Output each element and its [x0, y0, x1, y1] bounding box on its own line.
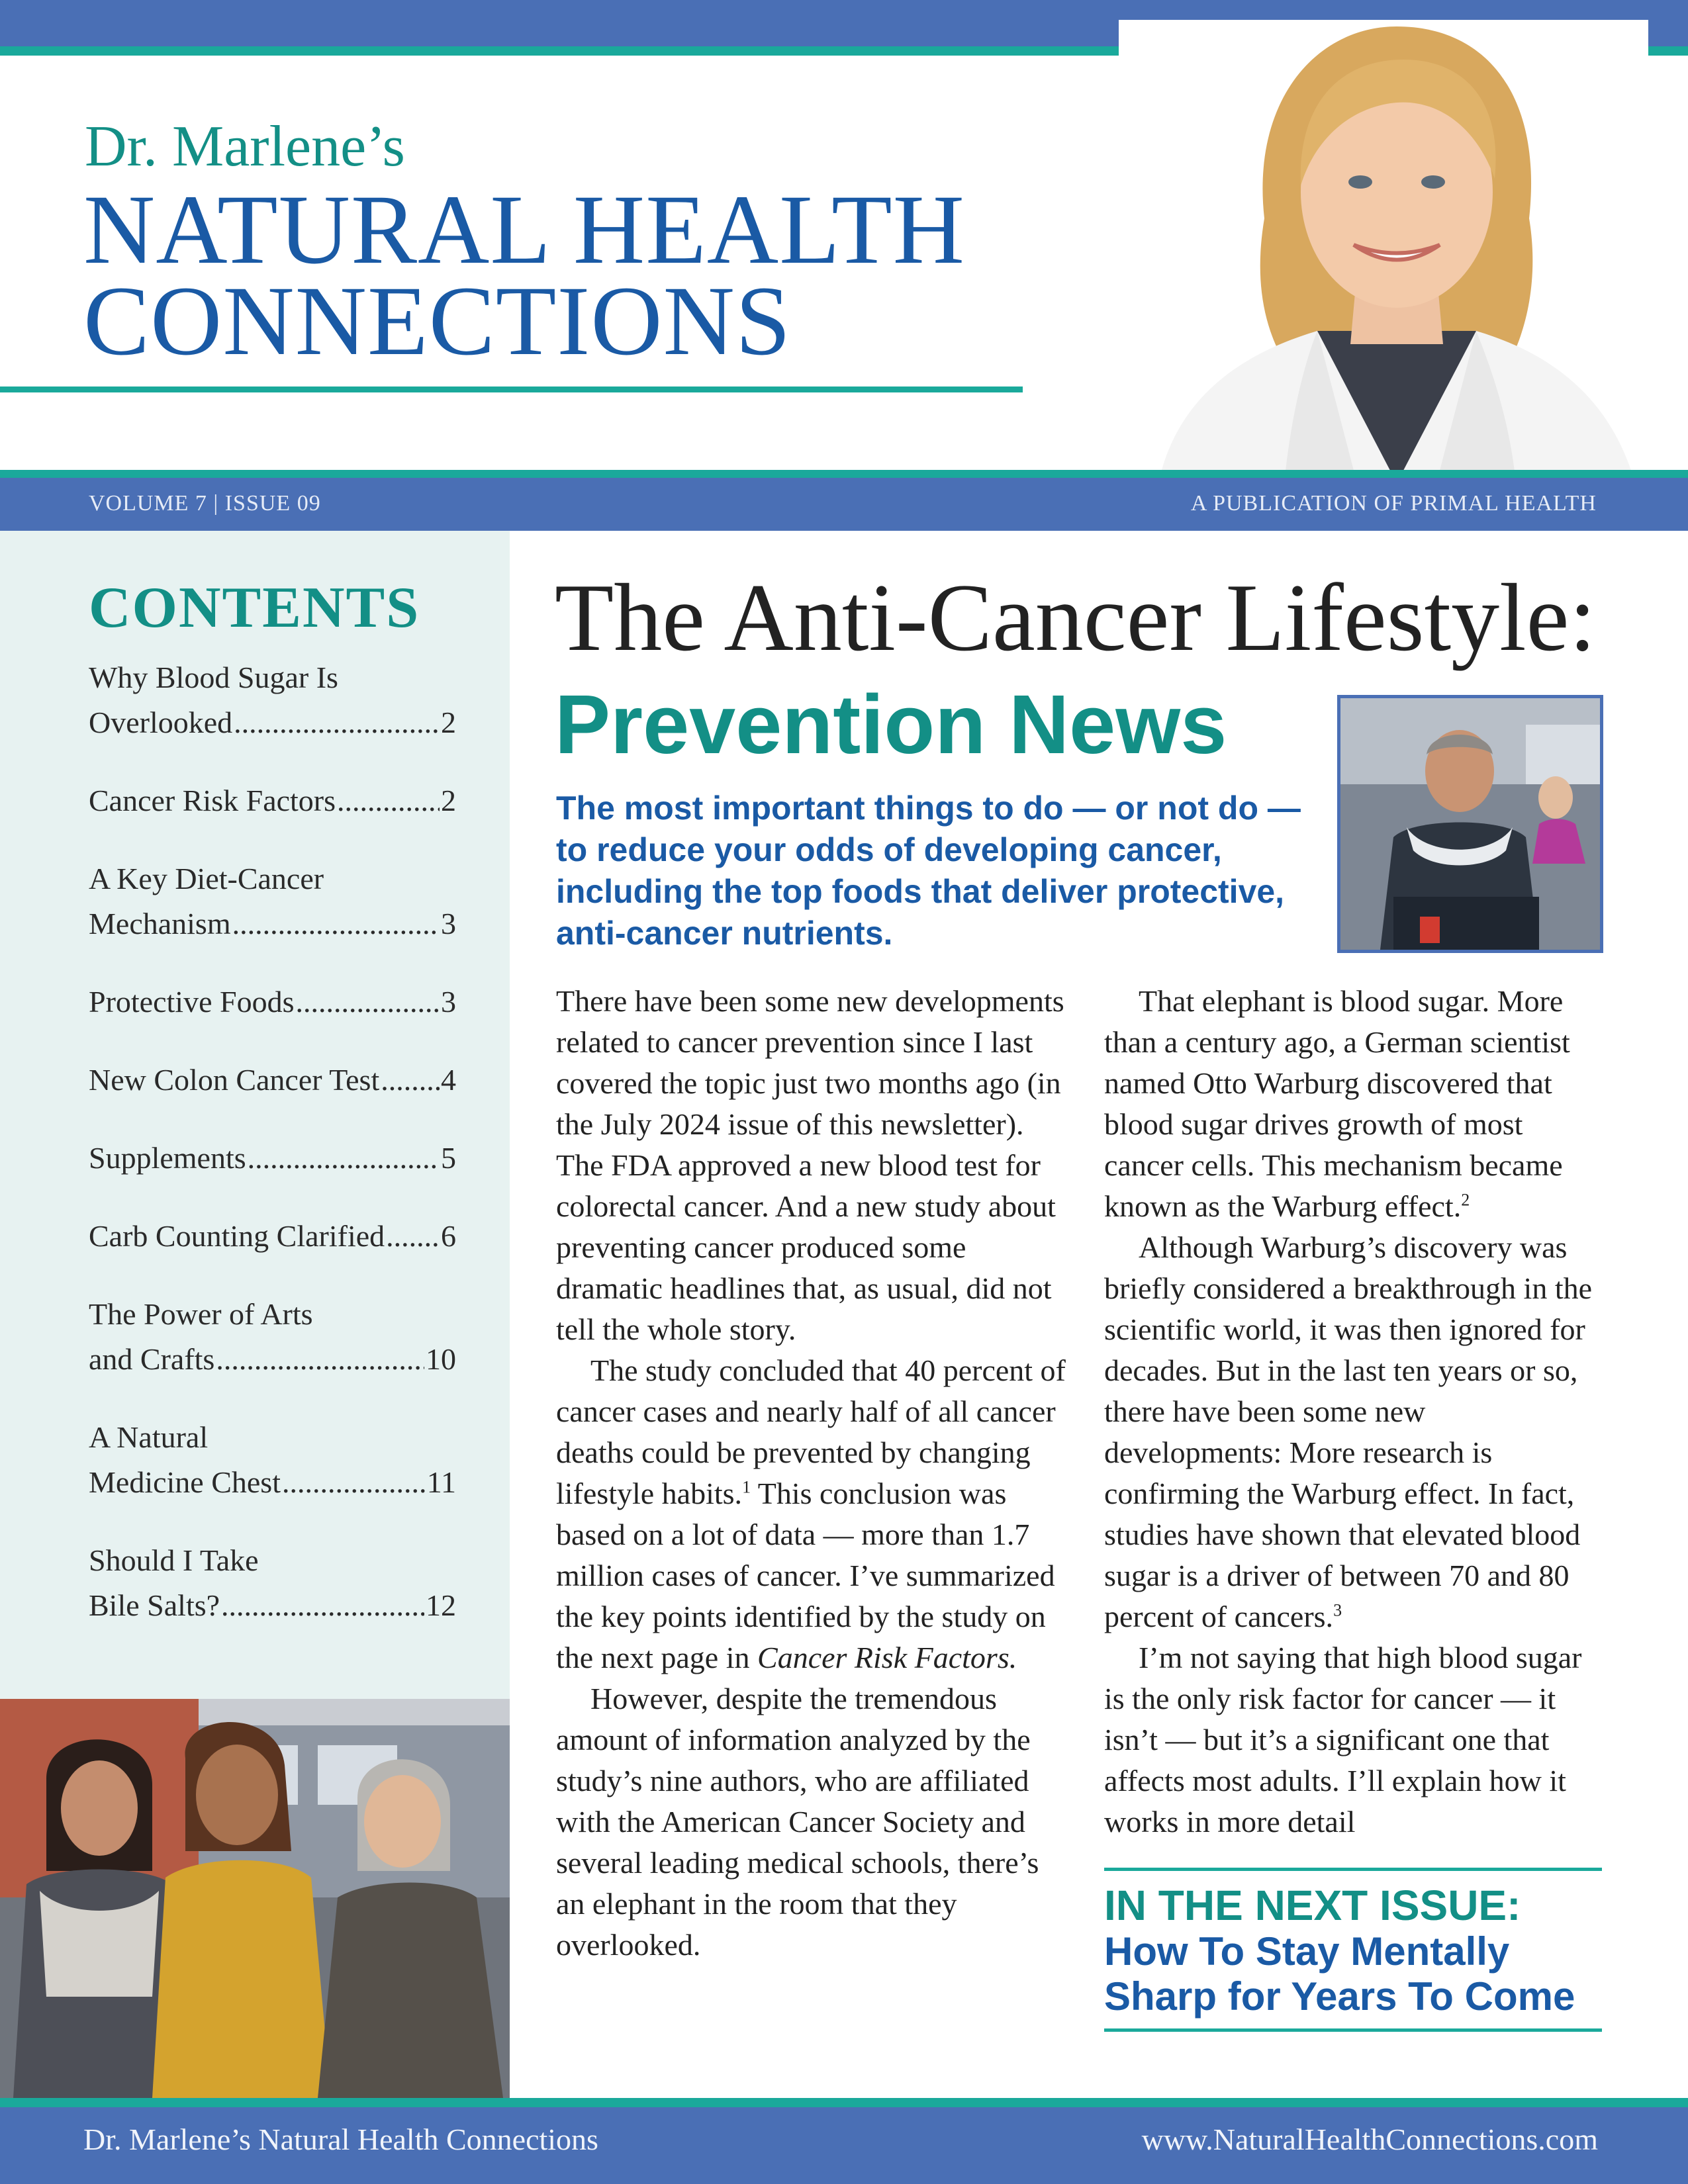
toc-item[interactable] — [89, 655, 456, 745]
toc-item-title: Mechanism — [89, 907, 231, 940]
toc-item-page: 11 — [426, 1465, 456, 1499]
toc-item-title: Protective Foods — [89, 985, 295, 1019]
toc-item-page: 2 — [441, 705, 456, 739]
footnote-marker: 1 — [742, 1477, 751, 1497]
article-paragraph — [556, 1350, 1066, 1678]
toc-item-title: Medicine Chest — [89, 1465, 281, 1499]
toc-item[interactable] — [89, 1292, 456, 1382]
toc-item[interactable] — [89, 1136, 456, 1181]
next-issue-heading: IN THE NEXT ISSUE: — [1104, 1882, 1521, 1929]
toc-leader-dots — [234, 700, 440, 745]
toc-item-page: 4 — [441, 1063, 456, 1097]
toc-item-page: 6 — [441, 1219, 456, 1253]
article-column-1 — [556, 981, 1066, 1966]
toc-item-title: and Crafts — [89, 1342, 215, 1376]
masthead-title-line1: NATURAL HEALTH — [83, 175, 965, 285]
toc-item[interactable] — [89, 778, 456, 823]
masthead-title-line2: CONNECTIONS — [83, 266, 792, 376]
footer-website-link[interactable]: www.NaturalHealthConnections.com — [1141, 2122, 1598, 2156]
footnote-marker: 3 — [1333, 1600, 1342, 1620]
footer-accent-line — [0, 2098, 1688, 2107]
volume-accent-line — [0, 470, 1688, 478]
toc-leader-dots — [248, 1136, 440, 1181]
article-subheadline: Prevention News — [555, 678, 1227, 771]
article-column-2 — [1104, 981, 1609, 1843]
toc-item-page: 5 — [441, 1141, 456, 1175]
paragraph-text: This conclusion was based on a lot of data — more than 1.7 million cases of cancer. I’ve summarized the key points identified by the study on the next page in — [556, 1477, 1055, 1674]
toc-item-title: Bile Salts? — [89, 1588, 220, 1622]
toc-item-line1: Should I Take — [89, 1543, 259, 1577]
toc-leader-dots — [337, 778, 440, 823]
masthead-subtitle: Dr. Marlene’s — [85, 114, 405, 179]
toc-item-title: New Colon Cancer Test — [89, 1063, 380, 1097]
toc-item[interactable] — [89, 979, 456, 1024]
toc-item[interactable] — [89, 1058, 456, 1103]
paragraph-text: That elephant is blood sugar. More than a century ago, a German scientist named Otto Warburg discovered that blood sugar drives growth of most cancer cells. This mechanism became known as the Warburg effect. — [1104, 984, 1570, 1223]
article-paragraph — [1104, 981, 1609, 1227]
article-deck: The most important things to do — or not do — to reduce your odds of developing cancer, including the top foods that deliver protective, anti-cancer nutrients. — [556, 790, 1301, 952]
gym-man-photo — [1337, 695, 1603, 953]
article-paragraph: There have been some new developments related to cancer prevention since I last covered the topic just two months ago (in the July 2024 issue of this newsletter). The FDA approved a new blood test for colorectal cancer. And a new study about preventing cancer produced some dramatic headlines that, as usual, did not tell the whole story. — [556, 984, 1064, 1346]
footer-publication-name: Dr. Marlene’s Natural Health Connections — [83, 2122, 598, 2156]
toc-leader-dots — [381, 1058, 440, 1103]
toc-item-page: 3 — [441, 907, 456, 940]
table-of-contents — [89, 655, 456, 1661]
toc-item-line1: Why Blood Sugar Is — [89, 660, 338, 694]
next-issue-box — [1104, 1868, 1602, 2032]
paragraph-text: Although Warburg’s discovery was briefly considered a breakthrough in the scientific world, it was then ignored for decades. But in the last ten years or so, there have been some new developments: More research is confirming the Warburg effect. In fact, studies have shown that elevated blood sugar is a driver of between 70 and 80 percent of cancers. — [1104, 1230, 1593, 1633]
toc-item-title: Cancer Risk Factors — [89, 784, 336, 817]
toc-item-page: 10 — [426, 1342, 456, 1376]
toc-item-line1: A Key Diet-Cancer — [89, 862, 324, 895]
author-portrait — [1119, 20, 1648, 483]
toc-item[interactable] — [89, 856, 456, 946]
masthead-title — [83, 175, 965, 376]
toc-leader-dots — [221, 1583, 424, 1628]
masthead-rule — [0, 387, 1023, 392]
contents-heading: CONTENTS — [89, 576, 420, 640]
toc-leader-dots — [386, 1214, 440, 1259]
toc-item-title: Carb Counting Clarified — [89, 1219, 385, 1253]
paragraph-text: The study concluded that 40 percent of cancer cases and nearly half of all cancer deaths could be prevented by changing lifestyle habits. — [556, 1353, 1066, 1510]
article-paragraph: I’m not saying that high blood sugar is the only risk factor for cancer — it isn’t — but it’s a significant one that affects most adults. I’ll explain how it works in more detail — [1104, 1641, 1582, 1839]
publisher-credit: A PUBLICATION OF PRIMAL HEALTH — [1190, 491, 1597, 516]
toc-item-title: Supplements — [89, 1141, 246, 1175]
toc-item-page: 2 — [441, 784, 456, 817]
toc-item-page: 12 — [426, 1588, 456, 1622]
toc-item[interactable] — [89, 1538, 456, 1628]
women-walking-photo — [0, 1699, 510, 2098]
toc-item-line1: A Natural — [89, 1420, 209, 1454]
article-headline: The Anti-Cancer Lifestyle: — [555, 564, 1596, 671]
article-paragraph — [1104, 1227, 1609, 1637]
toc-item[interactable] — [89, 1415, 456, 1505]
toc-item-title: Overlooked — [89, 705, 233, 739]
toc-item-page: 3 — [441, 985, 456, 1019]
next-issue-title: How To Stay Mentally Sharp for Years To Come — [1104, 1929, 1575, 2019]
toc-leader-dots — [232, 901, 440, 946]
footnote-marker: 2 — [1461, 1190, 1470, 1210]
toc-leader-dots — [295, 979, 440, 1024]
toc-leader-dots — [216, 1337, 424, 1382]
article-paragraph: However, despite the tremendous amount of information analyzed by the study’s nine authors, who are affiliated with the American Cancer Society and several leading medical schools, there’s an elephant in the room that they overlooked. — [556, 1682, 1039, 1962]
article-reference: Cancer Risk Factors. — [757, 1641, 1017, 1674]
toc-item-line1: The Power of Arts — [89, 1297, 313, 1331]
toc-leader-dots — [282, 1460, 426, 1505]
toc-item[interactable] — [89, 1214, 456, 1259]
volume-issue: VOLUME 7 | ISSUE 09 — [89, 491, 321, 516]
